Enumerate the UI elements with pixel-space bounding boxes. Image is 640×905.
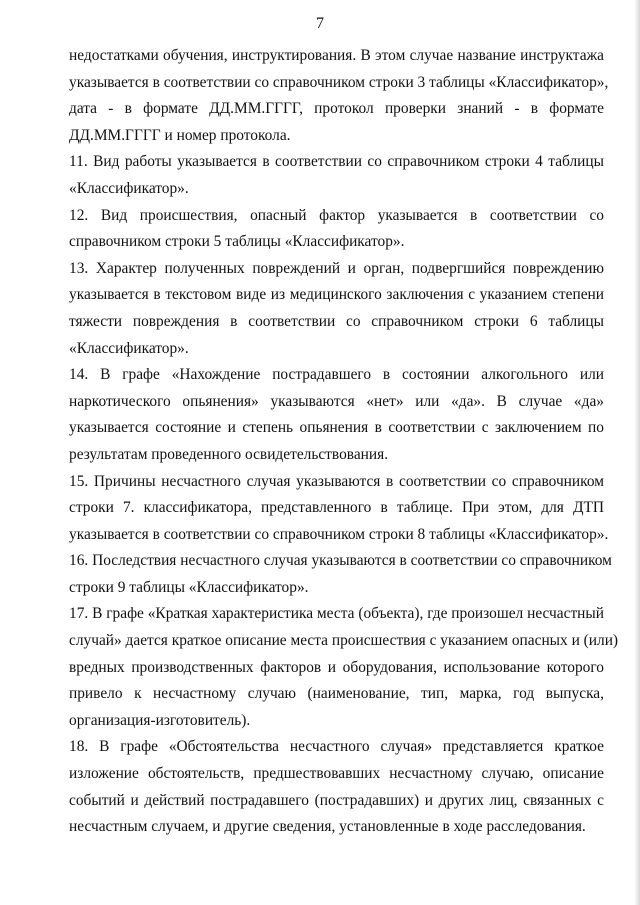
text-line: 11. Вид работы указывается в соответствии со справочником строки 4 таблицы bbox=[69, 153, 604, 171]
text-line: 12. Вид происшествия, опасный фактор указывается в соответствии со bbox=[69, 206, 604, 224]
text-line: несчастным случаем, и другие сведения, установленные в ходе расследования. bbox=[69, 818, 586, 836]
text-line: указывается в соответствии со справочником строки 3 таблицы «Классификатор», bbox=[69, 73, 609, 91]
text-line: дата - в формате ДД.ММ.ГГГГ, протокол проверки знаний - в формате bbox=[69, 100, 604, 118]
page-edge-shadow bbox=[634, 0, 640, 905]
text-line: тяжести повреждения в соответствии со справочником строки 6 таблицы bbox=[69, 312, 604, 330]
text-line: «Классификатор». bbox=[69, 179, 189, 197]
text-line: строки 9 таблицы «Классификатор». bbox=[69, 578, 309, 596]
paragraph-14-intoxication bbox=[69, 362, 604, 468]
paragraph-16-consequences bbox=[69, 548, 612, 601]
text-line: 16. Последствия несчастного случая указываются в соответствии со справочником bbox=[69, 552, 612, 570]
text-line: организация-изготовитель). bbox=[69, 711, 251, 729]
text-line: 18. В графе «Обстоятельства несчастного случая» представляется краткое bbox=[69, 738, 604, 756]
text-line: привело к несчастному случаю (наименование, тип, марка, год выпуска, bbox=[69, 685, 604, 703]
text-line: 15. Причины несчастного случая указываются в соответствии со справочником bbox=[69, 472, 604, 490]
text-line: «Классификатор». bbox=[69, 339, 189, 357]
text-line: вредных производственных факторов и оборудования, использование которого bbox=[69, 658, 604, 676]
text-line: наркотического опьянения» указываются «нет» или «да». В случае «да» bbox=[69, 392, 604, 410]
text-line: 14. В графе «Нахождение пострадавшего в состоянии алкогольного или bbox=[69, 366, 604, 384]
text-line: указывается в текстовом виде из медицинского заключения с указанием степени bbox=[69, 286, 604, 304]
text-line: строки 7. классификатора, представленного в таблице. При этом, для ДТП bbox=[69, 499, 604, 517]
text-line: ДД.ММ.ГГГГ и номер протокола. bbox=[69, 126, 291, 144]
text-line: изложение обстоятельств, предшествовавших несчастному случаю, описание bbox=[69, 765, 604, 783]
text-line: справочником строки 5 таблицы «Классификатор». bbox=[69, 233, 405, 251]
text-line: событий и действий пострадавшего (пострадавших) и других лиц, связанных с bbox=[69, 791, 604, 809]
paragraph-13-injury-character bbox=[69, 256, 604, 362]
paragraph-11-work-type bbox=[69, 149, 604, 202]
paragraph-15-causes bbox=[69, 469, 609, 549]
paragraph-18-circumstances bbox=[69, 734, 604, 840]
text-line: 13. Характер полученных повреждений и орган, подвергшийся повреждению bbox=[69, 259, 604, 277]
text-line: недостатками обучения, инструктирования. В этом случае название инструктажа bbox=[69, 47, 604, 64]
text-line: результатам проведенного освидетельствования. bbox=[69, 445, 389, 463]
text-line: указывается в соответствии со справочником строки 8 таблицы «Классификатор». bbox=[69, 525, 609, 543]
paragraph-instruction-details bbox=[69, 43, 609, 149]
text-line: случай» дается краткое описание места происшествия с указанием опасных и (или) bbox=[69, 632, 619, 650]
page-number: 7 bbox=[316, 15, 324, 32]
paragraph-17-place-description bbox=[69, 601, 619, 734]
body-text bbox=[69, 43, 619, 841]
paragraph-12-incident-type bbox=[69, 203, 604, 256]
text-line: указывается состояние и степень опьянения в соответствии с заключением по bbox=[69, 419, 604, 437]
text-line: 17. В графе «Краткая характеристика места (объекта), где произошел несчастный bbox=[69, 605, 604, 623]
